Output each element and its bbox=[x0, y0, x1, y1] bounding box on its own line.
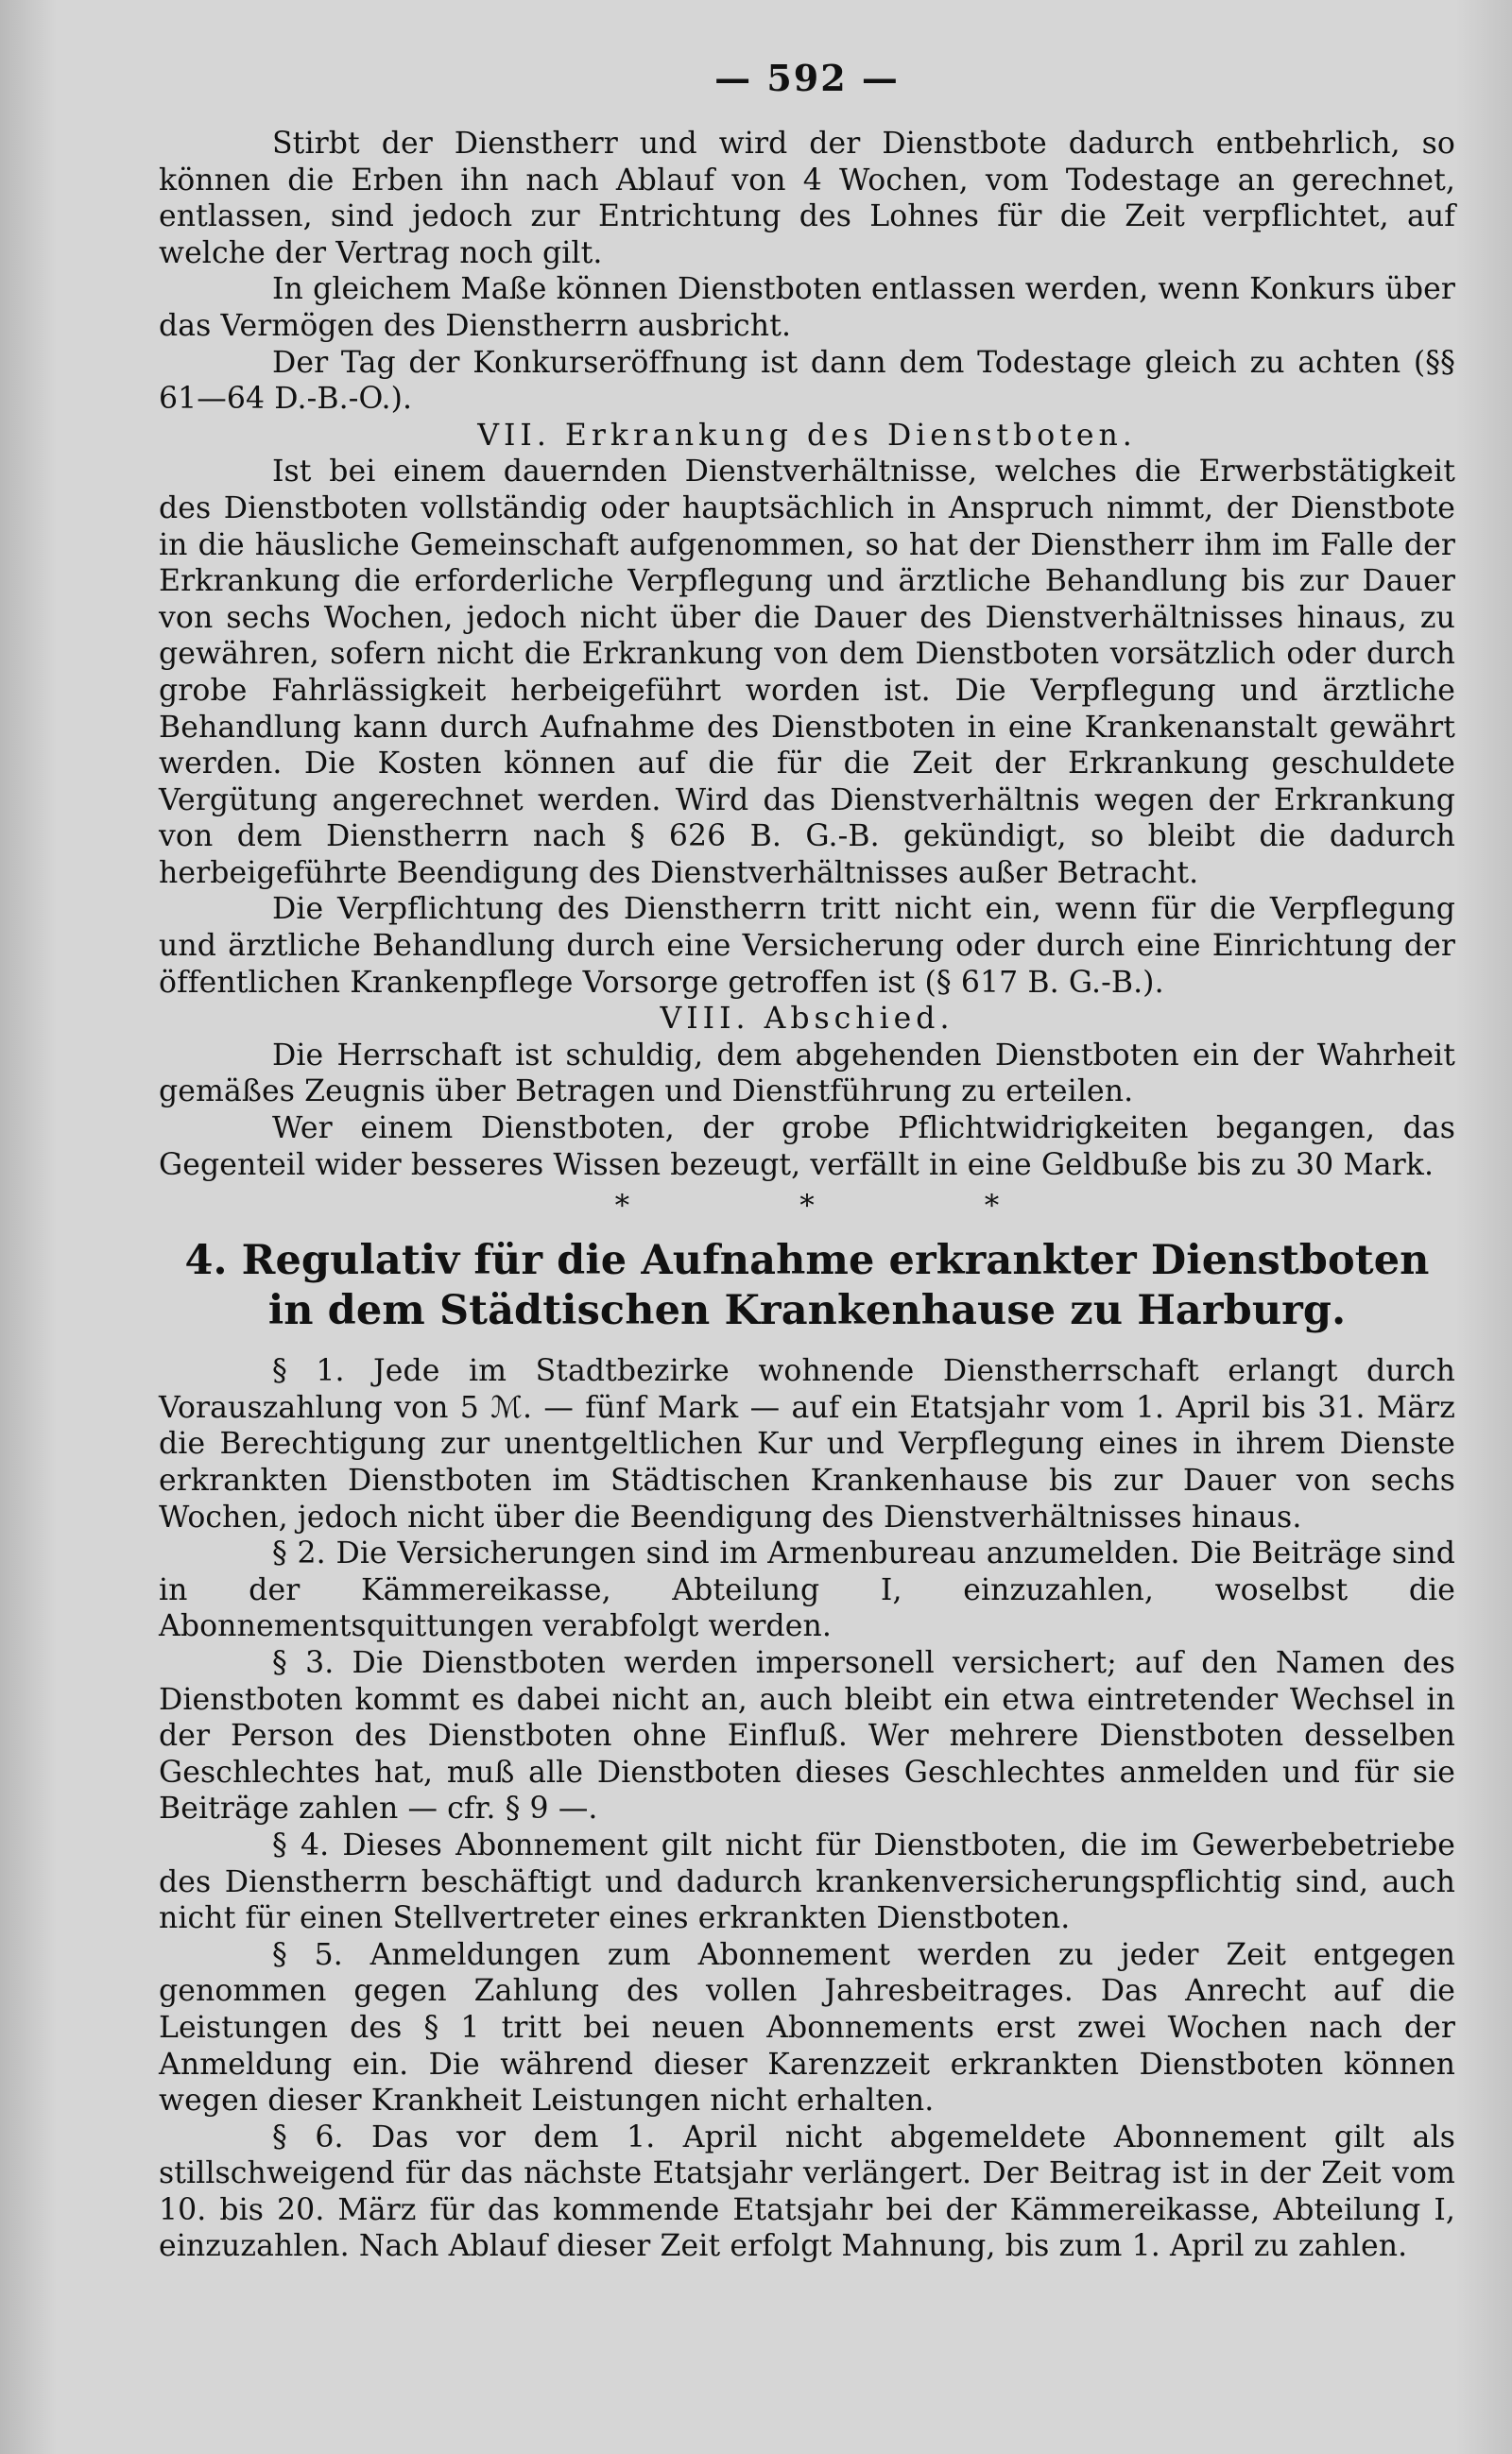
regulation-paragraph-1: § 1. Jede im Stadtbezirke wohnende Dienstherrschaft erlangt durch Vorauszahlung von 5 ℳ. — fünf Mark — auf ein Etatsjahr vom 1. April bis 31. März die Berechtigung zur unentgeltlichen Kur und Verpflegung eines in ihrem Dienste erkrankten Dienstboten im Städtischen Krankenhause bis zur Dauer von sechs Wochen, jedoch nicht über die Beendigung des Dienstverhältnisses hinaus. bbox=[159, 1354, 1455, 1535]
section-vii-paragraph-1: Ist bei einem dauernden Dienstverhältnisse, welches die Erwerbstätigkeit des Dienstboten vollständig oder hauptsächlich in Anspruch nimmt, der Dienstbote in die häusliche Gemeinschaft aufgenommen, so hat der Dienstherr ihm im Falle der Erkrankung die erforderliche Verpflegung und ärztliche Behandlung bis zur Dauer von sechs Wochen, jedoch nicht über die Dauer des Dienstverhältnisses hinaus, zu gewähren, sofern nicht die Erkrankung von dem Dienstboten vorsätzlich oder durch grobe Fahrlässigkeit herbeigeführt worden ist. Die Verpflegung und ärztliche Behandlung kann durch Aufnahme des Dienstboten in eine Krankenanstalt gewährt werden. Die Kosten können auf die für die Zeit der Erkrankung geschuldete Vergütung angerechnet werden. Wird das Dienstverhältnis wegen der Erkrankung von dem Dienstherrn nach § 626 B. G.-B. gekündigt, so bleibt die dadurch herbeigeführte Beendigung des Dienstverhältnisses außer Betracht. bbox=[159, 455, 1455, 890]
intro-paragraph-2: In gleichem Maße können Dienstboten entlassen werden, wenn Konkurs über das Vermögen des Dienstherrn ausbricht. bbox=[159, 272, 1455, 343]
intro-paragraph-1: Stirbt der Dienstherr und wird der Dienstbote dadurch entbehrlich, so können die Erben ihn nach Ablauf von 4 Wochen, vom Todestage an gerechnet, entlassen, sind jedoch zur Entrichtung des Lohnes für die Zeit verpflichtet, auf welche der Vertrag noch gilt. bbox=[159, 127, 1455, 270]
page-number: — 592 — bbox=[714, 57, 900, 99]
regulation-paragraph-6: § 6. Das vor dem 1. April nicht abgemeldete Abonnement gilt als stillschweigend für das nächste Etatsjahr verlängert. Der Beitrag ist in der Zeit vom 10. bis 20. März für das kommende Etatsjahr bei der Kämmereikasse, Abteilung I, einzuzahlen. Nach Ablauf dieser Zeit erfolgt Mahnung, bis zum 1. April zu zahlen. bbox=[159, 2119, 1455, 2264]
separator-stars: * * * bbox=[614, 1189, 1000, 1224]
regulation-paragraph-3: § 3. Die Dienstboten werden impersonell versichert; auf den Namen des Dienstboten kommt es dabei nicht an, auch bleibt ein etwa eintretender Wechsel in der Person des Dienstboten ohne Einfluß. Wer mehrere Dienstboten desselben Geschlechtes hat, muß alle Dienstboten dieses Geschlechtes anmelden und für sie Beiträge zahlen — cfr. § 9 —. bbox=[159, 1645, 1455, 1827]
section-heading-vii: VII. Erkrankung des Dienstboten. bbox=[477, 418, 1137, 453]
document-body bbox=[159, 126, 1455, 2265]
regulation-paragraph-2: § 2. Die Versicherungen sind im Armenbureau anzumelden. Die Beiträge sind in der Kämmereikasse, Abteilung I, einzuzahlen, woselbst die Abonnementsquittungen verabfolgt werden. bbox=[159, 1536, 1455, 1644]
intro-paragraph-3: Der Tag der Konkurseröffnung ist dann dem Todestage gleich zu achten (§§ 61—64 D.-B.-O.). bbox=[159, 345, 1455, 417]
regulation-title: 4. Regulativ für die Aufnahme erkrankter Dienstboten in dem Städtischen Krankenhause zu Harburg. bbox=[184, 1237, 1430, 1335]
section-viii-paragraph-1: Die Herrschaft ist schuldig, dem abgehenden Dienstboten ein der Wahrheit gemäßes Zeugnis über Betragen und Dienstführung zu erteilen. bbox=[159, 1038, 1455, 1109]
section-heading-viii: VIII. Abschied. bbox=[660, 1002, 954, 1037]
regulation-paragraph-4: § 4. Dieses Abonnement gilt nicht für Dienstboten, die im Gewerbebetriebe des Dienstherrn beschäftigt und dadurch krankenversicherungspflichtig sind, auch nicht für einen Stellvertreter eines erkrankten Dienstboten. bbox=[159, 1828, 1455, 1936]
regulation-paragraph-5: § 5. Anmeldungen zum Abonnement werden zu jeder Zeit entgegen genommen gegen Zahlung des vollen Jahresbeitrages. Das Anrecht auf die Leistungen des § 1 tritt bei neuen Abonnements erst zwei Wochen nach der Anmeldung ein. Die während dieser Karenzzeit erkrankten Dienstboten können wegen dieser Krankheit Leistungen nicht erhalten. bbox=[159, 1937, 1455, 2119]
section-viii-paragraph-2: Wer einem Dienstboten, der grobe Pflichtwidrigkeiten begangen, das Gegenteil wider besseres Wissen bezeugt, verfällt in eine Geldbuße bis zu 30 Mark. bbox=[159, 1111, 1455, 1182]
section-vii-paragraph-2: Die Verpflichtung des Dienstherrn tritt nicht ein, wenn für die Verpflegung und ärztliche Behandlung durch eine Versicherung oder durch eine Einrichtung der öffentlichen Krankenpflege Vorsorge getroffen ist (§ 617 B. G.-B.). bbox=[159, 892, 1455, 1000]
